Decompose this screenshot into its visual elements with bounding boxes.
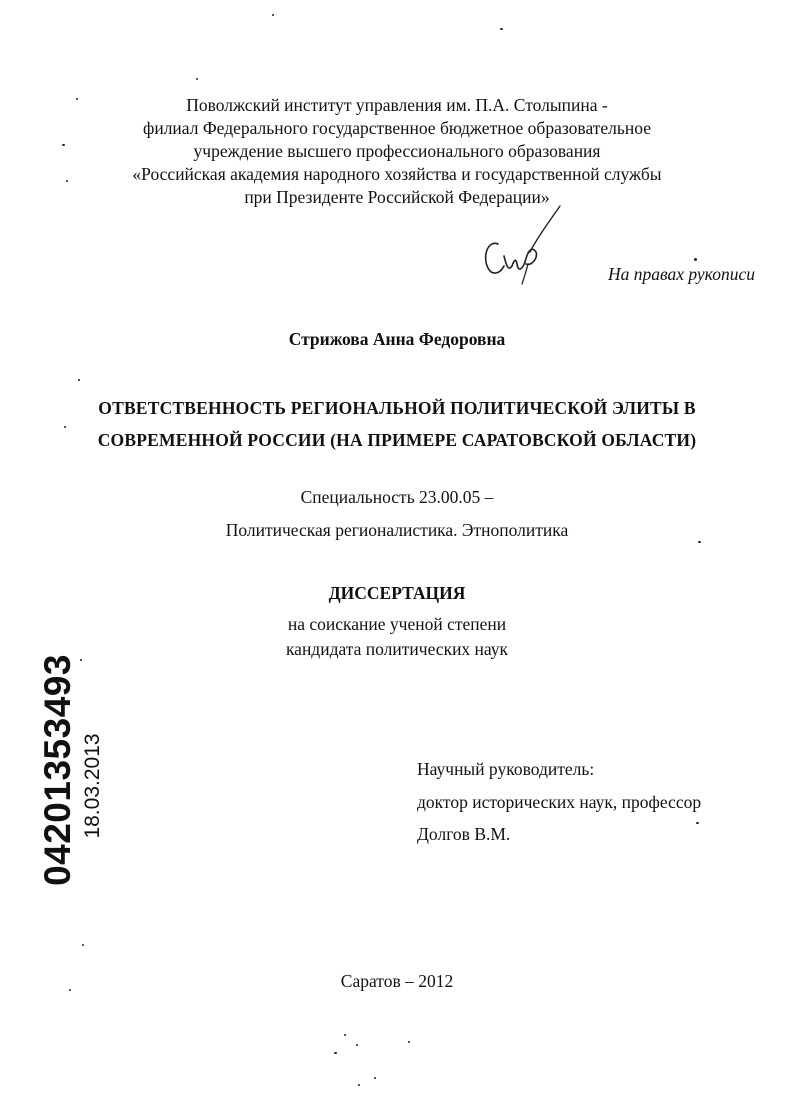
speck <box>62 144 65 146</box>
supervisor-degree: доктор исторических наук, профессор <box>417 792 702 812</box>
supervisor-name: Долгов В.М. <box>417 824 511 844</box>
institution-line-5: при Президенте Российской Федерации» <box>244 187 550 207</box>
dissertation-title <box>0 392 794 456</box>
speck <box>408 1041 410 1043</box>
library-stamp-date: 18.03.2013 <box>81 733 104 839</box>
degree-line-2: кандидата политических наук <box>285 639 509 659</box>
speck <box>698 541 701 543</box>
title-line-1: ОТВЕТСТВЕННОСТЬ РЕГИОНАЛЬНОЙ ПОЛИТИЧЕСКОЙ ЭЛИТЫ В <box>98 398 696 418</box>
institution-line-4: «Российская академия народного хозяйства и государственной службы <box>132 164 662 184</box>
speck <box>69 989 71 991</box>
speck <box>344 1034 346 1036</box>
degree-line-1: на соискание ученой степени <box>287 614 507 634</box>
supervisor-label: Научный руководитель: <box>417 759 595 779</box>
manuscript-note: На правах рукописи <box>608 264 755 284</box>
library-stamp-number: 04201353493 <box>37 654 78 886</box>
speck <box>196 78 198 80</box>
speck <box>374 1077 376 1079</box>
specialty-code: Специальность 23.00.05 – <box>300 487 494 507</box>
institution-line-3: учреждение высшего профессионального образования <box>193 141 601 161</box>
institution-line-2: филиал Федерального государственное бюджетное образовательное <box>143 118 651 138</box>
document-type: ДИССЕРТАЦИЯ <box>328 583 466 603</box>
speck <box>80 659 82 661</box>
speck <box>356 1044 358 1046</box>
speck <box>272 14 274 16</box>
speck <box>66 180 68 182</box>
speck <box>696 822 699 824</box>
speck <box>76 98 78 100</box>
title-line-2: СОВРЕМЕННОЙ РОССИИ (НА ПРИМЕРЕ САРАТОВСКОЙ ОБЛАСТИ) <box>97 430 697 450</box>
speck <box>358 1084 360 1086</box>
institution-header <box>0 94 794 209</box>
author-name: Стрижова Анна Федоровна <box>288 329 506 349</box>
institution-line-1: Поволжский институт управления им. П.А. Столыпина - <box>186 95 608 115</box>
specialty-name: Политическая регионалистика. Этнополитика <box>225 520 569 540</box>
speck <box>334 1052 337 1054</box>
speck <box>64 426 66 428</box>
speck <box>78 379 80 381</box>
signature-icon <box>470 200 580 290</box>
speck <box>500 28 503 30</box>
speck <box>82 944 84 946</box>
speck <box>694 258 697 261</box>
place-year: Саратов – 2012 <box>340 971 454 991</box>
